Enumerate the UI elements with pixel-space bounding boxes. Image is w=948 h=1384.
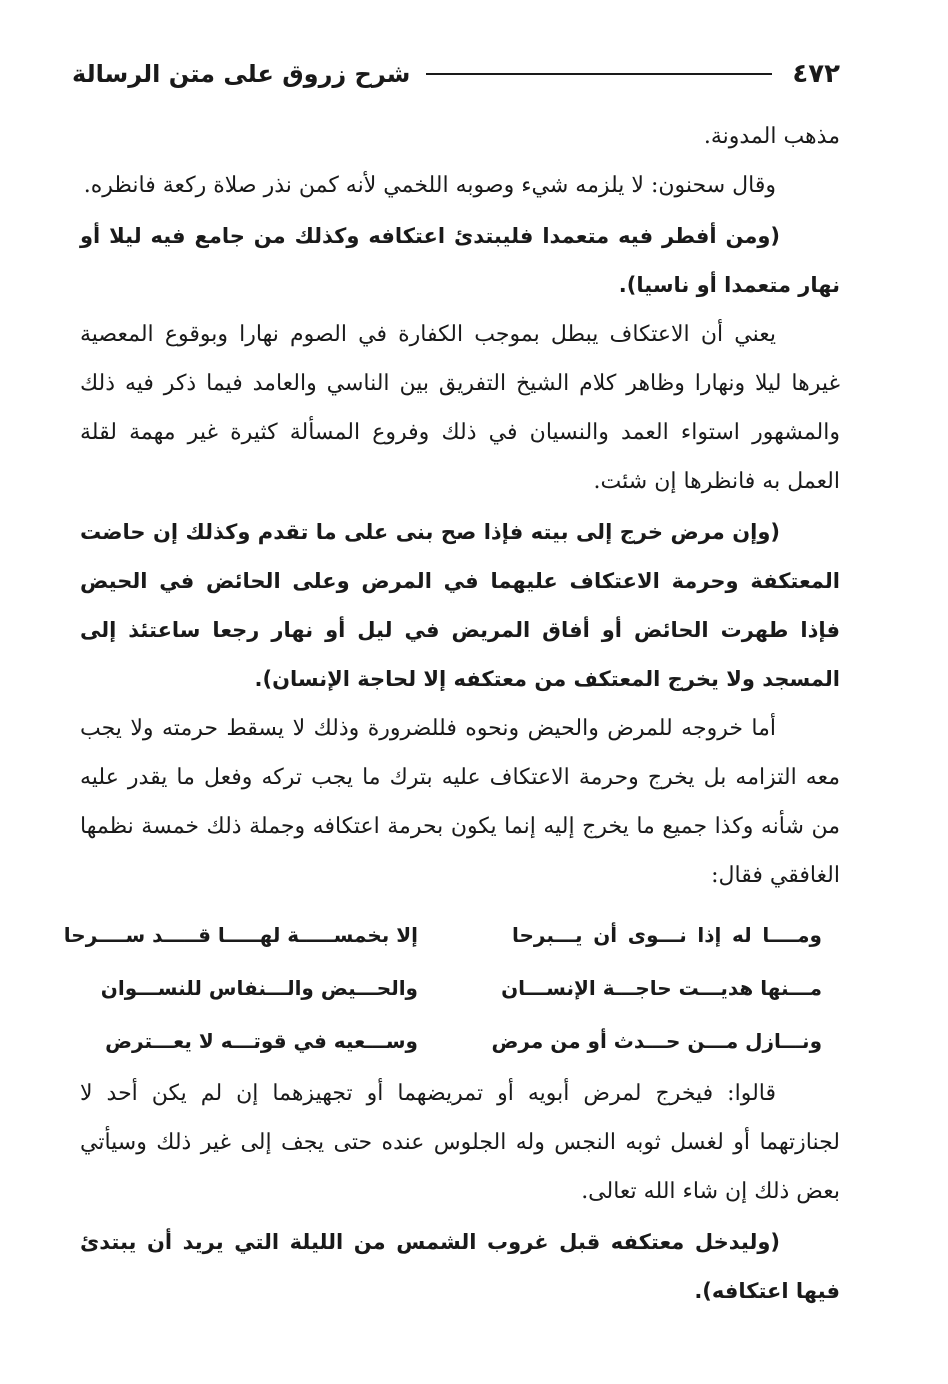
verse-first-hemistich: ونـــازل مـــن حـــدث أو من مرض bbox=[491, 1028, 822, 1053]
poem bbox=[63, 908, 840, 1067]
verse-second-hemistich: والحـــيض والـــنفاس للنســـوان bbox=[100, 975, 418, 1000]
commentary-paragraph: مذهب المدونة. bbox=[703, 124, 840, 149]
running-title: شرح زروق على متن الرسالة bbox=[72, 60, 411, 88]
verse-first-hemistich: مـــنها هديـــت حاجـــة الإنســـان bbox=[501, 975, 822, 1000]
page-header bbox=[72, 52, 840, 96]
matn-paragraph: (ومن أفطر فيه متعمدا فليبتدئ اعتكافه وكذلك من جامع فيه ليلا أو نهار متعمدا أو ناسيا). bbox=[80, 224, 840, 297]
matn-paragraph: (وليدخل معتكفه قبل غروب الشمس من الليلة التي يريد أن يبتدئ فيها اعتكافه). bbox=[80, 1230, 840, 1303]
commentary-paragraph: وقال سحنون: لا يلزمه شيء وصوبه اللخمي لأنه كمن نذر صلاة ركعة فانظره. bbox=[83, 173, 776, 198]
book-page bbox=[63, 0, 841, 1384]
poem-verse bbox=[80, 961, 840, 1014]
matn-paragraph: (وإن مرض خرج إلى بيته فإذا صح بنى على ما تقدم وكذلك إن حاضت المعتكفة وحرمة الاعتكاف عليهما في المرض وعلى الحائض في الحيض فإذا طهرت الحائض أو أفاق المريض في ليل أو نهار رجعا ساعتئذ إلى المسجد ولا يخرج المعتكف من معتكفه إلا لحاجة الإنسان). bbox=[80, 520, 840, 691]
commentary-paragraph: قالوا: فيخرج لمرض أبويه أو تمريضهما أو تجهيزهما إن لم يكن أحد لا لجنازتهما أو لغسل ثوبه النجس وله الجلوس عنده حتى يجف إلى غير ذلك وسيأتي بعض ذلك إن شاء الله تعالى. bbox=[80, 1081, 841, 1204]
commentary-paragraph: يعني أن الاعتكاف يبطل بموجب الكفارة في الصوم نهارا وبوقوع المعصية غيرها ليلا ونهارا وظاهر كلام الشيخ التفريق بين الناسي والعامد فيما ذكر فيه ذلك والمشهور استواء العمد والنسيان في ذلك وفروع المسألة كثيرة غير مهمة لقلة العمل به فانظرها إن شئت. bbox=[80, 322, 840, 494]
poem-verse bbox=[63, 908, 840, 961]
header-divider bbox=[426, 73, 772, 75]
verse-first-hemistich: ومــــا له إذا نـــوى أن يـــبرحا bbox=[512, 922, 822, 947]
poem-verse bbox=[80, 1014, 840, 1067]
commentary-paragraph: أما خروجه للمرض والحيض ونحوه فللضرورة وذلك لا يسقط حرمته ولا يجب معه التزامه بل يخرج وحرمة الاعتكاف عليه بترك ما يجب تركه وفعل ما يقدر عليه من شأنه وكذا جميع ما يخرج إليه إنما يكون بحرمة اعتكافه وجملة ذلك خمسة نظمها الغافقي فقال: bbox=[80, 716, 840, 888]
verse-second-hemistich: وســـعيه في قوتـــه لا يعـــترض bbox=[105, 1028, 418, 1053]
verse-second-hemistich: إلا بخمســـــة لهـــــا قـــــد ســــرحا bbox=[63, 922, 418, 947]
page-body bbox=[63, 112, 841, 1316]
page-number: ٤٧٢ bbox=[792, 59, 840, 89]
